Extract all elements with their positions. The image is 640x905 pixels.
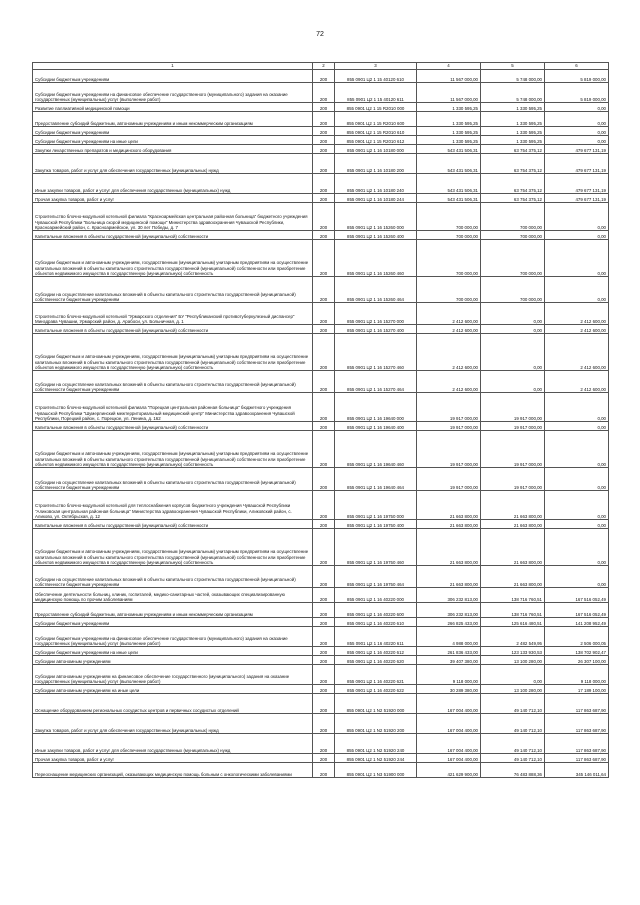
cell-code: 200	[313, 303, 335, 325]
cell-amount-col5: 21 663 800,00	[481, 529, 545, 566]
cell-amount-col6: 0,00	[545, 277, 609, 303]
cell-amount-col5: 63 754 375,12	[481, 145, 545, 154]
table-row	[33, 603, 609, 618]
column-header: 5	[481, 63, 545, 70]
cell-amount-col6: 0,00	[545, 431, 609, 468]
cell-code: 200	[313, 603, 335, 618]
cell-amount-col4: 2 412 600,00	[417, 325, 481, 334]
cell-amount-col5: 0,00	[481, 325, 545, 334]
cell-amount-col6: 0,00	[545, 520, 609, 529]
cell-name: Оснащение оборудованием региональных сосудистых центров и первичных сосудистых отделений	[33, 694, 313, 714]
table-row	[33, 83, 609, 103]
cell-amount-col5: 21 663 800,00	[481, 566, 545, 588]
cell-kbk: 855 0901 Ц2 1 16 40220 610	[335, 618, 417, 627]
cell-name: Субсидии бюджетным учреждениям	[33, 127, 313, 136]
cell-code: 200	[313, 588, 335, 603]
cell-code: 200	[313, 277, 335, 303]
cell-name: Субсидии бюджетным и автономным учреждениям, государственным (муниципальным) унитарным предприятиям на осуществление капитальных вложений в объекты капитального строительства государственной (муниципальной) собственности или приобретение объектов недвижимого имущества в государственную (муниципальную) собственность	[33, 529, 313, 566]
cell-amount-col5: 49 140 712,10	[481, 694, 545, 714]
cell-amount-col4: 11 567 000,00	[417, 83, 481, 103]
cell-amount-col6: 117 863 687,90	[545, 734, 609, 754]
cell-name: Субсидии бюджетным и автономным учреждениям, государственным (муниципальным) унитарным предприятиям на осуществление капитальных вложений в объекты капитального строительства государственной (муниципальной) собственности или приобретение объектов недвижимого имущества в государственную (муниципальную) собственность	[33, 334, 313, 371]
table-row	[33, 277, 609, 303]
cell-amount-col5: 5 748 000,00	[481, 70, 545, 83]
cell-amount-col4: 21 663 800,00	[417, 520, 481, 529]
cell-code: 200	[313, 627, 335, 647]
cell-amount-col4: 700 000,00	[417, 240, 481, 277]
cell-amount-col5: 1 330 595,25	[481, 127, 545, 136]
table-row	[33, 240, 609, 277]
cell-code: 200	[313, 763, 335, 778]
cell-amount-col4: 19 917 000,00	[417, 431, 481, 468]
cell-code: 200	[313, 520, 335, 529]
cell-amount-col4: 21 663 800,00	[417, 529, 481, 566]
cell-kbk: 855 0901 Ц2 1 16 19640 460	[335, 431, 417, 468]
cell-amount-col5: 1 330 595,25	[481, 136, 545, 145]
table-row	[33, 588, 609, 603]
table-row	[33, 174, 609, 194]
cell-name: Капитальные вложения в объекты государственной (муниципальной) собственности	[33, 422, 313, 431]
cell-amount-col4: 19 917 000,00	[417, 393, 481, 422]
cell-kbk: 855 0901 Ц2 1 15 40120 610	[335, 70, 417, 83]
cell-amount-col5: 21 663 800,00	[481, 491, 545, 520]
cell-amount-col5: 76 483 888,36	[481, 763, 545, 778]
cell-amount-col6: 17 189 100,00	[545, 685, 609, 694]
cell-kbk: 855 0901 Ц2 1 16 40220 600	[335, 603, 417, 618]
cell-name: Обеспечение деятельности больниц, клиник, госпиталей, медико-санитарных частей, оказывающих специализированную медицинскую помощь по прочим заболеваниям	[33, 588, 313, 603]
cell-name: Субсидии бюджетным учреждениям	[33, 618, 313, 627]
cell-amount-col5: 63 754 375,12	[481, 154, 545, 174]
cell-kbk: 855 0901 Ц2 1 16 19750 400	[335, 520, 417, 529]
cell-amount-col6: 0,00	[545, 231, 609, 240]
cell-kbk: 855 0901 Ц2 1 16 10180 244	[335, 194, 417, 203]
cell-kbk: 855 0901 Ц2 1 16 15270 464	[335, 371, 417, 393]
cell-name: Прочая закупка товаров, работ и услуг	[33, 194, 313, 203]
cell-name: Субсидии бюджетным учреждениям на финансовое обеспечение государственного (муниципального) задания на оказание государственных (муниципальных) услуг (выполнение работ)	[33, 83, 313, 103]
cell-amount-col6: 0,00	[545, 491, 609, 520]
cell-amount-col4: 1 330 595,25	[417, 136, 481, 145]
cell-name: Субсидии бюджетным и автономным учреждениям, государственным (муниципальным) унитарным предприятиям на осуществление капитальных вложений в объекты капитального строительства государственной (муниципальной) собственности или приобретение объектов недвижимого имущества в государственную (муниципальную) собственность	[33, 240, 313, 277]
cell-amount-col5: 21 663 800,00	[481, 520, 545, 529]
cell-code: 200	[313, 647, 335, 656]
cell-name: Иные закупки товаров, работ и услуг для обеспечения государственных (муниципальных) нужд	[33, 174, 313, 194]
table-row	[33, 145, 609, 154]
cell-name: Иные закупки товаров, работ и услуг для обеспечения государственных (муниципальных) нужд	[33, 734, 313, 754]
cell-code: 200	[313, 685, 335, 694]
cell-amount-col5: 49 140 712,10	[481, 714, 545, 734]
table-row	[33, 647, 609, 656]
table-row	[33, 714, 609, 734]
cell-name: Строительство блочно-модульной котельной "Урмарского отделения" БУ "Республиканский противотуберкулезный диспансер" Минздрава Чувашии, Урмарский район, д. Арабоси, ул. Больничная, д. 1	[33, 303, 313, 325]
cell-code: 200	[313, 194, 335, 203]
cell-amount-col4: 543 431 506,31	[417, 194, 481, 203]
cell-kbk: 855 0901 Ц2 1 16 15260 400	[335, 231, 417, 240]
cell-kbk: 855 0901 Ц2 1 N3 51900 000	[335, 763, 417, 778]
cell-code: 200	[313, 174, 335, 194]
cell-name: Субсидии на осуществление капитальных вложений в объекты капитального строительства государственной (муниципальной) собственности бюджетным учреждениям	[33, 277, 313, 303]
cell-kbk: 855 0901 Ц2 1 16 10180 000	[335, 145, 417, 154]
cell-code: 200	[313, 754, 335, 763]
cell-code: 200	[313, 529, 335, 566]
cell-kbk: 855 0901 Ц2 1 16 19750 460	[335, 529, 417, 566]
cell-amount-col5: 0,00	[481, 371, 545, 393]
cell-amount-col5: 63 754 375,12	[481, 194, 545, 203]
cell-kbk: 855 0901 Ц2 1 15 40120 611	[335, 83, 417, 103]
cell-code: 200	[313, 393, 335, 422]
table-row	[33, 665, 609, 685]
column-header: 3	[335, 63, 417, 70]
cell-kbk: 855 0901 Ц2 1 16 15270 460	[335, 334, 417, 371]
cell-code: 200	[313, 127, 335, 136]
cell-amount-col6: 0,00	[545, 529, 609, 566]
cell-code: 200	[313, 70, 335, 83]
cell-amount-col4: 266 825 433,00	[417, 618, 481, 627]
cell-kbk: 855 0901 Ц2 1 15 R2010 610	[335, 127, 417, 136]
cell-amount-col4: 21 663 800,00	[417, 566, 481, 588]
cell-code: 200	[313, 491, 335, 520]
cell-name: Субсидии автономным учреждениям на финансовое обеспечение государственного (муниципального) задания на оказание государственных (муниципальных) услуг (выполнение работ)	[33, 665, 313, 685]
cell-amount-col6: 0,00	[545, 112, 609, 127]
table-row	[33, 685, 609, 694]
cell-amount-col6: 0,00	[545, 127, 609, 136]
cell-code: 200	[313, 83, 335, 103]
cell-amount-col5: 13 100 280,00	[481, 656, 545, 665]
cell-amount-col4: 543 431 506,31	[417, 174, 481, 194]
cell-amount-col6: 479 677 131,19	[545, 145, 609, 154]
cell-amount-col4: 11 567 000,00	[417, 70, 481, 83]
cell-amount-col4: 700 000,00	[417, 203, 481, 231]
table-row	[33, 334, 609, 371]
cell-kbk: 855 0901 Ц2 1 16 19750 464	[335, 566, 417, 588]
cell-amount-col6: 0,00	[545, 468, 609, 491]
table-row	[33, 154, 609, 174]
table-row	[33, 763, 609, 778]
cell-amount-col5: 700 000,00	[481, 277, 545, 303]
cell-amount-col6: 0,00	[545, 422, 609, 431]
cell-amount-col5: 19 917 000,00	[481, 431, 545, 468]
cell-name: Закупка товаров, работ и услуг для обеспечения государственных (муниципальных) нужд	[33, 714, 313, 734]
cell-code: 200	[313, 566, 335, 588]
table-header-row	[33, 63, 609, 70]
cell-amount-col4: 21 663 800,00	[417, 491, 481, 520]
cell-name: Субсидии автономным учреждениям на иные цели	[33, 685, 313, 694]
cell-amount-col6: 2 412 600,00	[545, 325, 609, 334]
cell-amount-col5: 13 100 280,00	[481, 685, 545, 694]
cell-amount-col5: 2 482 549,95	[481, 627, 545, 647]
cell-amount-col4: 4 988 000,00	[417, 627, 481, 647]
cell-amount-col6: 0,00	[545, 136, 609, 145]
cell-amount-col5: 123 133 930,53	[481, 647, 545, 656]
cell-amount-col4: 543 431 506,31	[417, 154, 481, 174]
cell-amount-col6: 2 506 000,05	[545, 627, 609, 647]
table-row	[33, 529, 609, 566]
cell-amount-col6: 0,00	[545, 240, 609, 277]
cell-amount-col6: 479 677 131,19	[545, 174, 609, 194]
cell-amount-col6: 2 412 600,00	[545, 303, 609, 325]
cell-amount-col4: 39 407 380,00	[417, 656, 481, 665]
cell-amount-col5: 700 000,00	[481, 231, 545, 240]
cell-name: Предоставление субсидий бюджетным, автономным учреждениям и иным некоммерческим организациям	[33, 112, 313, 127]
table-row	[33, 618, 609, 627]
cell-code: 200	[313, 468, 335, 491]
cell-kbk: 855 0901 Ц2 1 16 19750 000	[335, 491, 417, 520]
cell-name: Субсидии бюджетным и автономным учреждениям, государственным (муниципальным) унитарным предприятиям на осуществление капитальных вложений в объекты капитального строительства государственной (муниципальной) собственности или приобретение объектов недвижимого имущества в государственную (муниципальную) собственность	[33, 431, 313, 468]
cell-amount-col4: 306 232 813,00	[417, 603, 481, 618]
table-row	[33, 371, 609, 393]
cell-amount-col6: 2 412 600,00	[545, 371, 609, 393]
cell-amount-col5: 1 330 595,25	[481, 112, 545, 127]
cell-code: 200	[313, 334, 335, 371]
cell-amount-col5: 700 000,00	[481, 240, 545, 277]
cell-amount-col6: 167 516 052,49	[545, 603, 609, 618]
cell-amount-col6: 0,00	[545, 566, 609, 588]
cell-amount-col5: 19 917 000,00	[481, 393, 545, 422]
cell-kbk: 855 0901 Ц2 1 16 15270 400	[335, 325, 417, 334]
cell-amount-col6: 117 863 687,90	[545, 694, 609, 714]
cell-code: 200	[313, 103, 335, 112]
cell-amount-col4: 167 004 400,00	[417, 734, 481, 754]
cell-amount-col5: 0,00	[481, 334, 545, 371]
cell-code: 200	[313, 665, 335, 685]
cell-code: 200	[313, 240, 335, 277]
table-row	[33, 468, 609, 491]
cell-name: Предоставление субсидий бюджетным, автономным учреждениям и иным некоммерческим организациям	[33, 603, 313, 618]
cell-kbk: 855 0901 Ц2 1 N2 51920 240	[335, 734, 417, 754]
cell-amount-col6: 117 863 687,90	[545, 714, 609, 734]
cell-kbk: 855 0901 Ц2 1 16 19640 000	[335, 393, 417, 422]
table-row	[33, 231, 609, 240]
cell-code: 200	[313, 431, 335, 468]
cell-amount-col4: 1 330 595,25	[417, 103, 481, 112]
cell-kbk: 855 0901 Ц2 1 15 R2010 600	[335, 112, 417, 127]
cell-amount-col4: 2 412 600,00	[417, 303, 481, 325]
cell-amount-col4: 19 917 000,00	[417, 422, 481, 431]
cell-amount-col5: 5 748 000,00	[481, 83, 545, 103]
cell-kbk: 855 0901 Ц2 1 16 15260 460	[335, 240, 417, 277]
cell-amount-col5: 138 716 760,51	[481, 588, 545, 603]
cell-amount-col5: 1 330 595,25	[481, 103, 545, 112]
table-row	[33, 194, 609, 203]
cell-kbk: 855 0901 Ц2 1 16 10180 200	[335, 154, 417, 174]
cell-amount-col5: 125 616 480,51	[481, 618, 545, 627]
cell-name: Строительство блочно-модульной котельной филиала "Порецкая центральная районная больница" бюджетного учреждения Чувашской Республики "Шумерлинский межтерриториальный медицинский центр" Министерства здравоохранения Чувашской Республики, Порецкий район, с. Порецкое, ул. Ленина, д. 162	[33, 393, 313, 422]
table-row	[33, 203, 609, 231]
cell-amount-col4: 306 232 813,00	[417, 588, 481, 603]
cell-amount-col6: 345 146 011,64	[545, 763, 609, 778]
cell-amount-col4: 421 629 900,00	[417, 763, 481, 778]
cell-kbk: 855 0901 Ц2 1 16 19640 400	[335, 422, 417, 431]
table-row	[33, 431, 609, 468]
cell-code: 200	[313, 618, 335, 627]
cell-kbk: 855 0901 Ц2 1 16 40220 612	[335, 647, 417, 656]
cell-name: Переоснащение медицинских организаций, оказывающих медицинскую помощь больным с онкологическими заболеваниями	[33, 763, 313, 778]
cell-amount-col4: 9 118 000,00	[417, 665, 481, 685]
cell-amount-col4: 167 004 400,00	[417, 694, 481, 714]
cell-amount-col6: 479 677 131,19	[545, 194, 609, 203]
table-row	[33, 70, 609, 83]
cell-amount-col6: 138 702 902,47	[545, 647, 609, 656]
cell-name: Капитальные вложения в объекты государственной (муниципальной) собственности	[33, 325, 313, 334]
cell-name: Прочая закупка товаров, работ и услуг	[33, 754, 313, 763]
table-row	[33, 694, 609, 714]
cell-name: Строительство блочно-модульной котельной филиала "Красноармейская центральная районная больница" бюджетного учреждения Чувашской Республики "Больница скорой медицинской помощи" Министерства здравоохранения Чувашской Республики, Красноармейский район, с. Красноармейское, ул. 30 лет Победы, д. 7	[33, 203, 313, 231]
cell-amount-col4: 700 000,00	[417, 231, 481, 240]
table-row	[33, 491, 609, 520]
cell-amount-col6: 167 516 052,49	[545, 588, 609, 603]
cell-kbk: 855 0901 Ц2 1 N2 51920 200	[335, 714, 417, 734]
cell-kbk: 855 0901 Ц2 1 16 40220 621	[335, 665, 417, 685]
cell-code: 200	[313, 203, 335, 231]
cell-name: Субсидии на осуществление капитальных вложений в объекты капитального строительства государственной (муниципальной) собственности бюджетным учреждениям	[33, 468, 313, 491]
cell-amount-col6: 5 819 000,00	[545, 83, 609, 103]
cell-name: Субсидии бюджетным учреждениям на финансовое обеспечение государственного (муниципального) задания на оказание государственных (муниципальных) услуг (выполнение работ)	[33, 627, 313, 647]
cell-kbk: 855 0901 Ц2 1 16 15270 000	[335, 303, 417, 325]
cell-amount-col6: 117 863 687,90	[545, 754, 609, 763]
cell-amount-col4: 261 836 433,00	[417, 647, 481, 656]
cell-amount-col5: 700 000,00	[481, 203, 545, 231]
cell-amount-col5: 19 917 000,00	[481, 468, 545, 491]
table-row	[33, 112, 609, 127]
cell-kbk: 855 0901 Ц2 1 N2 51920 000	[335, 694, 417, 714]
cell-amount-col4: 2 412 600,00	[417, 371, 481, 393]
cell-amount-col4: 167 004 400,00	[417, 754, 481, 763]
table-row	[33, 127, 609, 136]
cell-name: Субсидии бюджетным учреждениям на иные цели	[33, 136, 313, 145]
cell-kbk: 855 0901 Ц2 1 16 19640 464	[335, 468, 417, 491]
cell-amount-col4: 2 412 600,00	[417, 334, 481, 371]
table-row	[33, 136, 609, 145]
table-row	[33, 103, 609, 112]
cell-kbk: 855 0901 Ц2 1 15 R2010 612	[335, 136, 417, 145]
page-number: 72	[316, 31, 324, 38]
cell-amount-col5: 49 140 712,10	[481, 734, 545, 754]
cell-amount-col5: 63 754 375,12	[481, 174, 545, 194]
cell-amount-col4: 1 330 595,25	[417, 112, 481, 127]
cell-code: 200	[313, 734, 335, 754]
table-row	[33, 520, 609, 529]
cell-amount-col6: 2 412 600,00	[545, 334, 609, 371]
cell-amount-col6: 26 307 100,00	[545, 656, 609, 665]
cell-code: 200	[313, 371, 335, 393]
cell-amount-col4: 700 000,00	[417, 277, 481, 303]
cell-code: 200	[313, 231, 335, 240]
cell-name: Закупки лекарственных препаратов и медицинского оборудования	[33, 145, 313, 154]
table-row	[33, 325, 609, 334]
cell-amount-col5: 49 140 712,10	[481, 754, 545, 763]
cell-name: Строительство блочно-модульной котельной для теплоснабжения корпусов бюджетного учреждения Чувашской Республики "Аликовская центральная районная больница" Министерства здравоохранения Чувашской Республики, Аликовский район, с. Аликово, ул. Октябрьская, д. 12	[33, 491, 313, 520]
cell-name: Закупка товаров, работ и услуг для обеспечения государственных (муниципальных) нужд	[33, 154, 313, 174]
cell-name: Субсидии автономным учреждениям	[33, 656, 313, 665]
table-row	[33, 422, 609, 431]
cell-kbk: 855 0901 Ц2 1 15 R2010 000	[335, 103, 417, 112]
cell-amount-col4: 19 917 000,00	[417, 468, 481, 491]
cell-kbk: 855 0901 Ц2 1 16 40220 611	[335, 627, 417, 647]
cell-name: Капитальные вложения в объекты государственной (муниципальной) собственности	[33, 520, 313, 529]
cell-code: 200	[313, 422, 335, 431]
column-header: 2	[313, 63, 335, 70]
column-header: 1	[33, 63, 313, 70]
cell-amount-col4: 30 289 380,00	[417, 685, 481, 694]
cell-amount-col6: 479 677 131,19	[545, 154, 609, 174]
cell-name: Субсидии бюджетным учреждениям на иные цели	[33, 647, 313, 656]
cell-amount-col6: 0,00	[545, 393, 609, 422]
cell-code: 200	[313, 136, 335, 145]
cell-name: Субсидии на осуществление капитальных вложений в объекты капитального строительства государственной (муниципальной) собственности бюджетным учреждениям	[33, 566, 313, 588]
cell-code: 200	[313, 112, 335, 127]
table-row	[33, 754, 609, 763]
cell-amount-col6: 5 819 000,00	[545, 70, 609, 83]
cell-kbk: 855 0901 Ц2 1 16 15260 464	[335, 277, 417, 303]
cell-code: 200	[313, 325, 335, 334]
cell-amount-col5: 138 716 760,51	[481, 603, 545, 618]
table-row	[33, 393, 609, 422]
table-row	[33, 566, 609, 588]
cell-amount-col4: 167 004 400,00	[417, 714, 481, 734]
cell-amount-col5: 0,00	[481, 665, 545, 685]
table-row	[33, 303, 609, 325]
cell-name: Капитальные вложения в объекты государственной (муниципальной) собственности	[33, 231, 313, 240]
cell-code: 200	[313, 656, 335, 665]
cell-kbk: 855 0901 Ц2 1 16 40220 620	[335, 656, 417, 665]
cell-amount-col6: 0,00	[545, 103, 609, 112]
cell-name: Развитие паллиативной медицинской помощи	[33, 103, 313, 112]
column-header: 6	[545, 63, 609, 70]
cell-name: Субсидии бюджетным учреждениям	[33, 70, 313, 83]
cell-amount-col6: 9 118 000,00	[545, 665, 609, 685]
cell-amount-col6: 0,00	[545, 203, 609, 231]
cell-kbk: 855 0901 Ц2 1 16 40220 000	[335, 588, 417, 603]
cell-code: 200	[313, 154, 335, 174]
table-row	[33, 734, 609, 754]
table-row	[33, 656, 609, 665]
cell-amount-col5: 19 917 000,00	[481, 422, 545, 431]
cell-kbk: 855 0901 Ц2 1 16 15260 000	[335, 203, 417, 231]
cell-name: Субсидии на осуществление капитальных вложений в объекты капитального строительства государственной (муниципальной) собственности бюджетным учреждениям	[33, 371, 313, 393]
column-header: 4	[417, 63, 481, 70]
cell-amount-col4: 1 330 595,25	[417, 127, 481, 136]
cell-kbk: 855 0901 Ц2 1 16 40220 622	[335, 685, 417, 694]
cell-code: 200	[313, 714, 335, 734]
cell-amount-col5: 0,00	[481, 303, 545, 325]
budget-table	[32, 62, 609, 778]
table-row	[33, 627, 609, 647]
cell-amount-col6: 141 208 952,49	[545, 618, 609, 627]
cell-kbk: 855 0901 Ц2 1 N2 51920 244	[335, 754, 417, 763]
cell-amount-col4: 543 431 506,31	[417, 145, 481, 154]
cell-code: 200	[313, 145, 335, 154]
cell-code: 200	[313, 694, 335, 714]
cell-kbk: 855 0901 Ц2 1 16 10180 240	[335, 174, 417, 194]
